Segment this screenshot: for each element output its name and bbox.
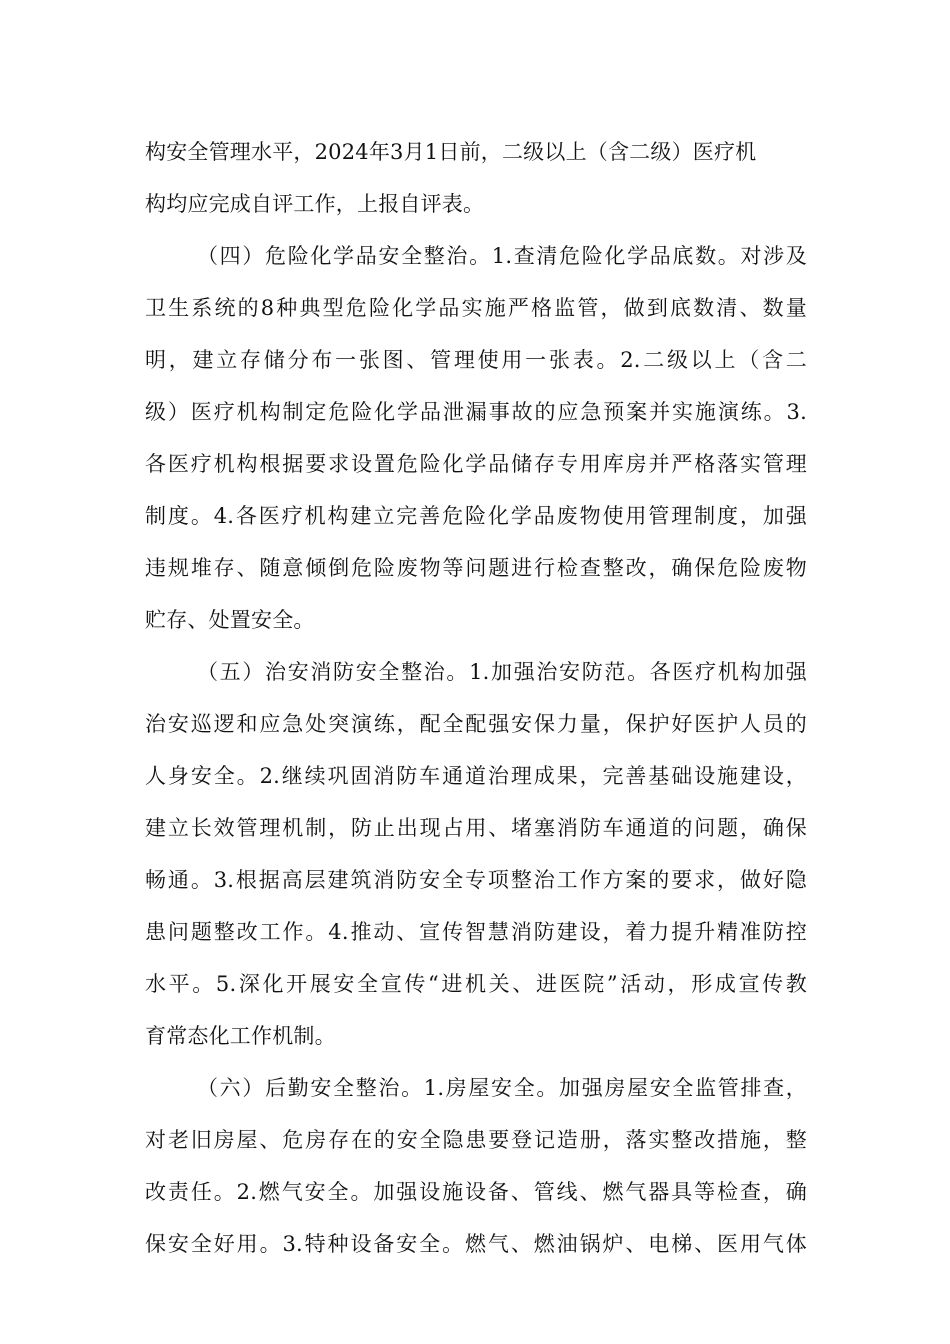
text-line: 保安全好用。3.特种设备安全。燃气、燃油锅炉、电梯、医用气体 bbox=[145, 1232, 807, 1256]
text-line: 违规堆存、随意倾倒危险废物等问题进行检查整改，确保危险废物 bbox=[145, 556, 807, 580]
text-line: 明，建立存储分布一张图、管理使用一张表。2.二级以上（含二 bbox=[145, 348, 807, 372]
text-line: 育常态化工作机制。 bbox=[145, 1024, 336, 1048]
section-heading-6: （六）后勤安全整治。1.房屋安全。加强房屋安全监管排查， bbox=[197, 1076, 807, 1100]
section-heading-5: （五）治安消防安全整治。1.加强治安防范。各医疗机构加强 bbox=[197, 660, 807, 684]
text-line: 各医疗机构根据要求设置危险化学品储存专用库房并严格落实管理 bbox=[145, 452, 807, 476]
text-line: 改责任。2.燃气安全。加强设施设备、管线、燃气器具等检查，确 bbox=[145, 1180, 807, 1204]
text-line: 对老旧房屋、危房存在的安全隐患要登记造册，落实整改措施，整 bbox=[145, 1128, 807, 1152]
text-line: 患问题整改工作。4.推动、宣传智慧消防建设，着力提升精准防控 bbox=[145, 920, 807, 944]
section-heading-4: （四）危险化学品安全整治。1.查清危险化学品底数。对涉及 bbox=[197, 244, 807, 268]
text-line: 构安全管理水平，2024年3月1日前，二级以上（含二级）医疗机 bbox=[145, 140, 757, 164]
text-line: 卫生系统的8种典型危险化学品实施严格监管，做到底数清、数量 bbox=[145, 296, 807, 320]
text-line: 水平。5.深化开展安全宣传“进机关、进医院”活动，形成宣传教 bbox=[145, 972, 807, 996]
text-line: 制度。4.各医疗机构建立完善危险化学品废物使用管理制度，加强 bbox=[145, 504, 807, 528]
text-line: 建立长效管理机制，防止出现占用、堵塞消防车通道的问题，确保 bbox=[145, 816, 807, 840]
text-line: 贮存、处置安全。 bbox=[145, 608, 315, 632]
text-line: 人身安全。2.继续巩固消防车通道治理成果，完善基础设施建设， bbox=[145, 764, 807, 788]
text-line: 治安巡逻和应急处突演练，配全配强安保力量，保护好医护人员的 bbox=[145, 712, 807, 736]
text-line: 构均应完成自评工作，上报自评表。 bbox=[145, 192, 485, 216]
text-line: 级）医疗机构制定危险化学品泄漏事故的应急预案并实施演练。3. bbox=[145, 400, 807, 424]
text-line: 畅通。3.根据高层建筑消防安全专项整治工作方案的要求，做好隐 bbox=[145, 868, 807, 892]
